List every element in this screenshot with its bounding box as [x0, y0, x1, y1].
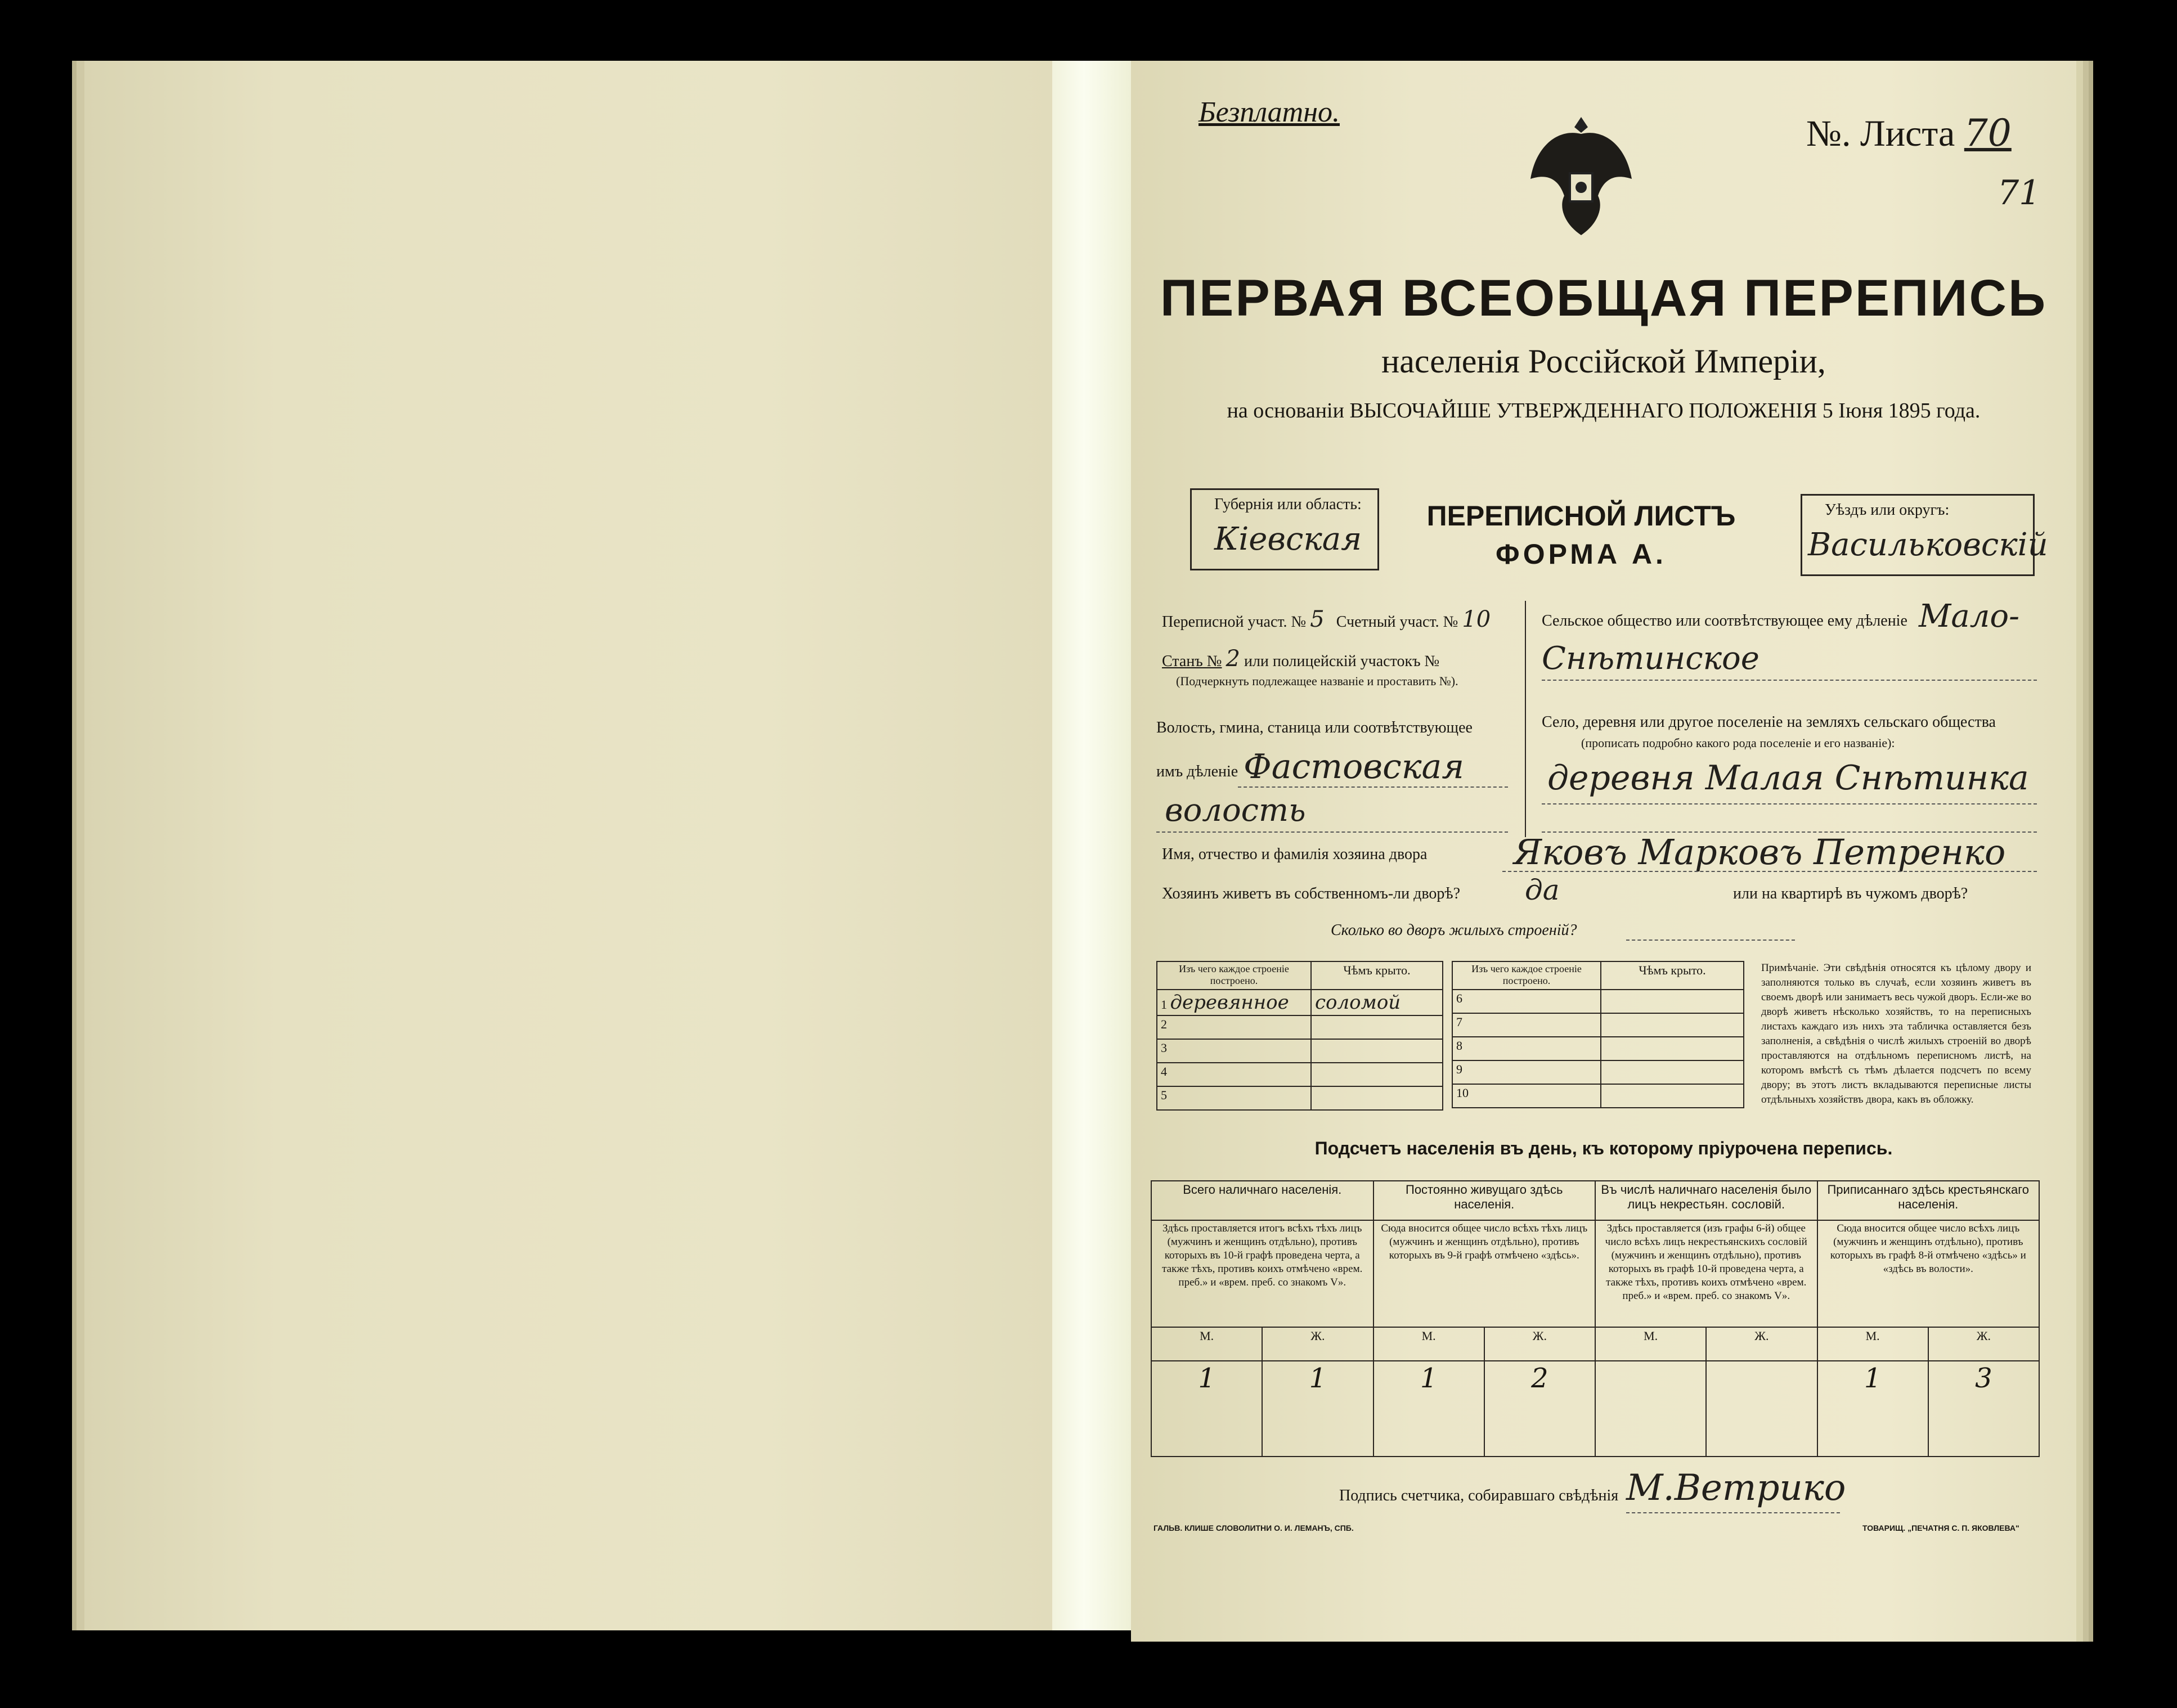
buildings-line: [1626, 940, 1795, 941]
male-header: М.: [1817, 1327, 1928, 1361]
volost-line-2: [1156, 831, 1508, 833]
sheet-number-value: 70: [1964, 111, 2012, 155]
printer-right: ТОВАРИЩ. „ПЕЧАТНЯ С. П. ЯКОВЛЕВА": [1862, 1523, 2019, 1532]
village-line: [1542, 803, 2037, 804]
page-title: ПЕРВАЯ ВСЕОБЩАЯ ПЕРЕПИСЬ: [1160, 269, 2048, 327]
uezd-box: [1801, 494, 2048, 576]
form-title: ПЕРЕПИСНОЙ ЛИСТЪ: [1426, 500, 1736, 532]
rent-label: или на квартирѣ въ чужомъ дворѣ?: [1733, 885, 1968, 902]
census-section-value: 5: [1310, 606, 1325, 632]
stan-field: [1162, 646, 1439, 672]
building-row: 5: [1157, 1086, 1311, 1110]
pop-col-head-2: Постоянно живущаго здѣсь населенія.: [1373, 1181, 1596, 1220]
pop-nonpeasant-female: [1706, 1361, 1817, 1457]
buildings-label: Сколько во дворъ жилыхъ строеній?: [1331, 922, 1577, 939]
building-row: 1 деревянное: [1157, 990, 1311, 1015]
form-subtitle: ФОРМА А.: [1496, 538, 1667, 570]
col-material: Изъ чего каждое строеніе построено.: [1157, 961, 1311, 990]
police-label: или полицейскій участокъ №: [1244, 653, 1440, 670]
female-header: Ж.: [1262, 1327, 1373, 1361]
pop-peasant-female: 3: [1928, 1361, 2039, 1457]
printer-left: ГАЛЬВ. КЛИШЕ СЛОВОЛИТНИ О. И. ЛЕМАНЪ, СПБ.: [1153, 1523, 1354, 1532]
village-note: (прописать подробно какого рода поселеніе и его названіе):: [1581, 736, 1895, 750]
col-roof: Чѣмъ крыто.: [1311, 961, 1443, 990]
pop-permanent-female: 2: [1484, 1361, 1595, 1457]
volost-label-2: имъ дѣленіе: [1156, 763, 1238, 780]
village-label: Село, деревня или другое поселеніе на земляхъ сельскаго общества: [1542, 713, 1996, 731]
building-row: 7: [1452, 1013, 1601, 1037]
pop-col-desc-2: Сюда вносится общее число всѣхъ тѣхъ лицъ (мужчинъ и женщинъ отдѣльно), противъ которыхъ въ 9-й графѣ отмѣчено «здѣсь».: [1373, 1220, 1596, 1327]
society-value-2: Снѣтинское: [1542, 640, 1759, 677]
stan-note: (Подчеркнуть подлежащее названіе и проставить №).: [1176, 674, 1458, 688]
volost-line: [1238, 786, 1508, 788]
buildings-table-right: [1452, 961, 1744, 1108]
male-header: М.: [1373, 1327, 1484, 1361]
owner-value: Яковъ Марковъ Петренко: [1514, 831, 2006, 873]
signature-line: [1626, 1512, 1840, 1513]
free-label: Безплатно.: [1199, 96, 1340, 128]
volost-label: Волость, гмина, станица или соотвѣтствующее: [1156, 719, 1473, 736]
pop-total-male: 1: [1151, 1361, 1262, 1457]
pop-col-head-4: Приписаннаго здѣсь крестьянскаго населенія.: [1817, 1181, 2040, 1220]
column-divider: [1525, 601, 1526, 837]
imperial-eagle-emblem: [1525, 111, 1637, 241]
male-header: М.: [1595, 1327, 1706, 1361]
pop-peasant-male: 1: [1817, 1361, 1928, 1457]
own-yard-value: да: [1525, 874, 1560, 906]
volost-value-2: волость: [1165, 792, 1306, 829]
left-blank-page: [84, 61, 1052, 1630]
building-row: 9: [1452, 1060, 1601, 1084]
sheet-number: [1806, 111, 2012, 155]
guberniya-value: Кіевская: [1214, 521, 1362, 558]
owner-label: Имя, отчество и фамилія хозяина двора: [1162, 846, 1428, 863]
building-row: 10: [1452, 1084, 1601, 1108]
page-subtitle: населенія Россійской Имперіи,: [1381, 343, 1826, 380]
female-header: Ж.: [1706, 1327, 1817, 1361]
pop-col-head-1: Всего наличнаго населенія.: [1151, 1181, 1373, 1220]
census-form-page: [1131, 61, 2076, 1642]
book-gutter: [1052, 61, 1131, 1630]
buildings-note: Примѣчаніе. Эти свѣдѣнія относятся къ цѣлому двору и заполняются только въ случаѣ, если хозяинъ живетъ въ своемъ дворѣ или занимаетъ весь чужой дворъ. Если-же во дворѣ живетъ нѣсколько хозяйствъ, то на переписныхъ листахъ каждаго изъ нихъ эта табличка оставляется безъ заполненія, а свѣдѣнія о числѣ жилыхъ строеній во дворѣ проставляются на отдѣльномъ переписномъ листѣ, на которомъ вмѣстѣ съ тѣмъ дѣлается подсчетъ по всему двору; въ этотъ листъ вкладываются переписные листы отдѣльныхъ хозяйствъ двора, какъ въ обложку.: [1761, 962, 2031, 1105]
col-material-right: Изъ чего каждое строеніе построено.: [1452, 961, 1601, 990]
volost-value: Фастовская: [1244, 747, 1465, 786]
building-row: 2: [1157, 1015, 1311, 1039]
sheet-number-label: №. Листа: [1806, 113, 1955, 154]
buildings-table-left: Изъ чего каждое строеніе построено. Чѣмъ крыто. 1 деревянное соломой 2 3 4 5: [1156, 961, 1443, 1111]
signature-value: М.Ветрико: [1626, 1467, 1846, 1509]
guberniya-box: [1190, 488, 1379, 570]
legal-basis: на основаніи ВЫСОЧАЙШЕ УТВЕРЖДЕННАГО ПОЛОЖЕНІЯ 5 Іюня 1895 года.: [1227, 399, 1981, 422]
village-value: деревня Малая Снѣтинка: [1547, 758, 2029, 798]
female-header: Ж.: [1484, 1327, 1595, 1361]
pop-col-desc-4: Сюда вносится общее число всѣхъ лицъ (мужчинъ и женщинъ отдѣльно), противъ которыхъ въ графѣ 8-й отмѣчено «здѣсь» и «здѣсь въ волости».: [1817, 1220, 2040, 1327]
pop-col-desc-3: Здѣсь проставляется (изъ графы 6-й) общее число всѣхъ лицъ некрестьянскихъ сословій (мужчинъ и женщинъ отдѣльно), противъ которыхъ въ графѣ 10-й проведена черта, а также тѣхъ, противъ коихъ отмѣчено «врем. преб.» и «врем. преб. со знакомъ V».: [1595, 1220, 1817, 1327]
owner-line: [1502, 871, 2037, 872]
count-section-label: Счетный участ. №: [1336, 613, 1458, 631]
sheet-number-corrected: 71: [1998, 173, 2041, 213]
guberniya-label: Губернія или область:: [1214, 496, 1362, 513]
pop-col-desc-1: Здѣсь проставляется итогъ всѣхъ тѣхъ лицъ (мужчинъ и женщинъ отдѣльно), противъ которыхъ въ 10-й графѣ проведена черта, а также тѣхъ, противъ коихъ отмѣчено «врем. преб.» и «врем. преб. со знакомъ V».: [1151, 1220, 1373, 1327]
census-section-label: Переписной участ. №: [1162, 613, 1307, 631]
pop-col-head-3: Въ числѣ наличнаго населенія было лицъ некрестьян. сословій.: [1595, 1181, 1817, 1220]
own-yard-label: Хозяинъ живетъ въ собственномъ-ли дворѣ?: [1162, 885, 1461, 902]
pop-total-female: 1: [1262, 1361, 1373, 1457]
uezd-value: Васильковскій: [1808, 527, 2048, 563]
population-title: Подсчетъ населенія въ день, къ которому пріурочена перепись.: [1314, 1138, 1893, 1158]
male-header: М.: [1151, 1327, 1262, 1361]
stan-value: 2: [1226, 646, 1240, 672]
building-row: 3: [1157, 1039, 1311, 1063]
signature-label: Подпись счетчика, собиравшаго свѣдѣнія: [1339, 1487, 1619, 1504]
building-row: 6: [1452, 990, 1601, 1013]
population-table: [1151, 1180, 2040, 1457]
stan-label: Станъ №: [1162, 653, 1222, 670]
society-label: Сельское общество или соотвѣтствующее ему дѣленіе: [1542, 612, 1907, 630]
society-line: [1542, 680, 2037, 681]
count-section-value: 10: [1462, 606, 1491, 632]
census-section-field: [1162, 606, 1491, 632]
col-roof-right: Чѣмъ крыто.: [1601, 961, 1744, 990]
society-value: Мало-: [1919, 598, 2020, 635]
uezd-label: Уѣздъ или округъ:: [1825, 501, 1950, 519]
building-row: 4: [1157, 1063, 1311, 1086]
building-row: 8: [1452, 1037, 1601, 1060]
pop-permanent-male: 1: [1373, 1361, 1484, 1457]
female-header: Ж.: [1928, 1327, 2039, 1361]
pop-nonpeasant-male: [1595, 1361, 1706, 1457]
